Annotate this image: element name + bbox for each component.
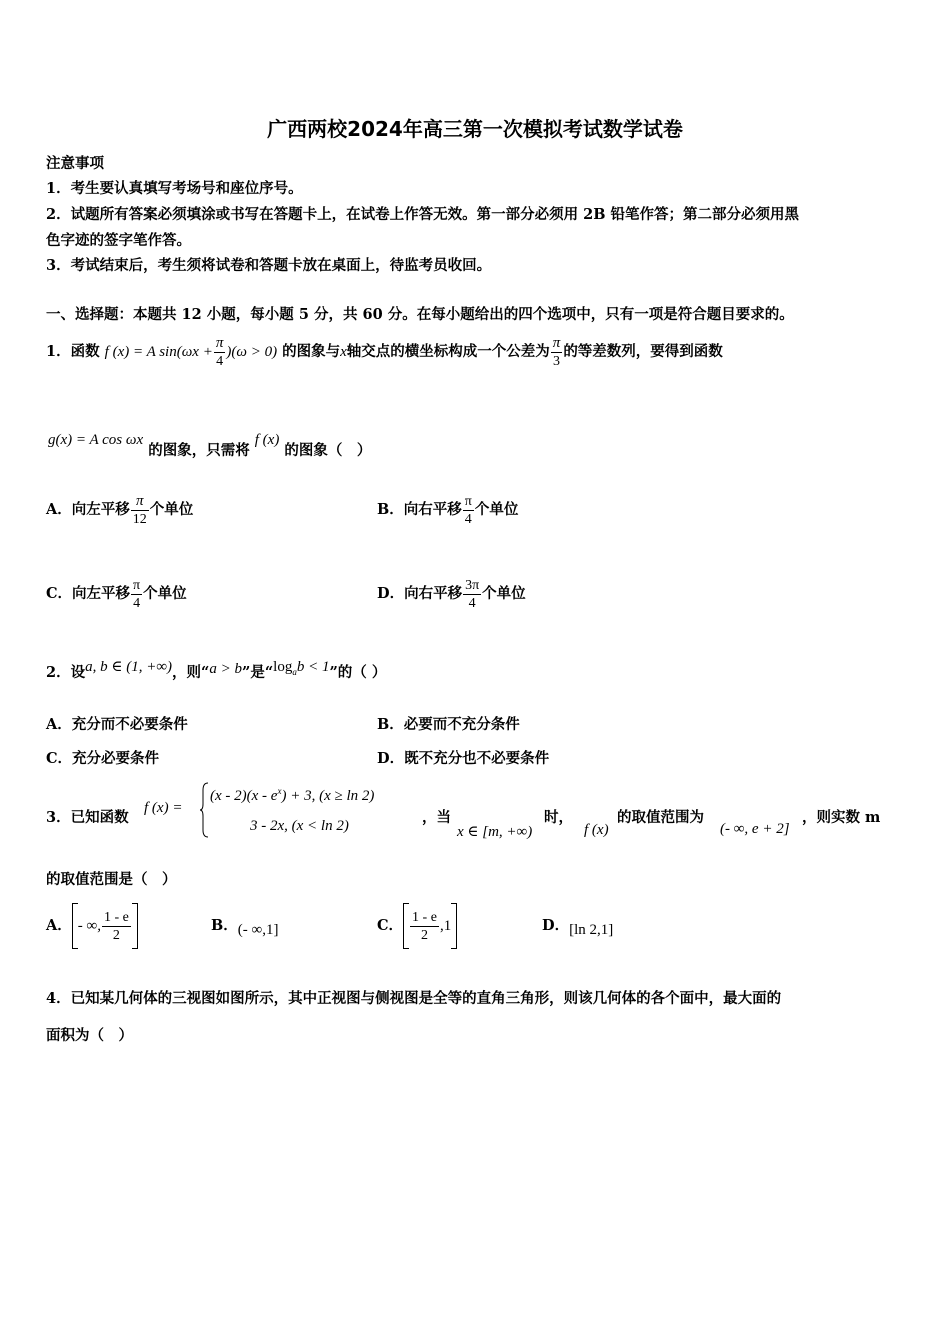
q1-option-b[interactable] bbox=[377, 490, 518, 530]
question-4-line2: 面积为（ ） bbox=[46, 1027, 133, 1044]
option-unit: 个单位 bbox=[482, 585, 526, 602]
note-item: 1．考生要认真填写考场号和座位序号。 bbox=[46, 180, 303, 197]
option-label: A．向左平移 bbox=[46, 501, 130, 518]
text: 的图象（ ） bbox=[284, 442, 372, 459]
option-text: - ∞, bbox=[77, 918, 101, 934]
question-2 bbox=[46, 658, 386, 693]
text: 的图象与 bbox=[282, 343, 341, 360]
q3-option-c[interactable] bbox=[377, 902, 457, 950]
fraction: $\frac{\pi}{4}$ bbox=[464, 493, 472, 527]
text: ”是“ bbox=[241, 664, 274, 681]
bracket bbox=[132, 903, 138, 949]
text: 的取值范围是（ ） bbox=[46, 871, 177, 888]
q3-option-a[interactable] bbox=[46, 902, 138, 950]
question-4-line1: 4．已知某几何体的三视图如图所示，其中正视图与侧视图是全等的直角三角形，则该几何体的各个面中，最大面的 bbox=[46, 990, 782, 1007]
q1-option-c[interactable] bbox=[46, 574, 187, 614]
note-item: 色字迹的签字笔作答。 bbox=[46, 232, 191, 249]
option-label: D． bbox=[542, 917, 570, 934]
bracket bbox=[403, 903, 409, 949]
text: 时， bbox=[544, 809, 573, 826]
text: ，则实数 m bbox=[802, 809, 881, 826]
fraction: $\frac{\pi}{12}$ bbox=[132, 492, 147, 527]
section-heading: 一、选择题：本题共 12 小题，每小题 5 分，共 60 分。在每小题给出的四个选项中，只有一项是符合题目要求的。 bbox=[46, 306, 794, 323]
fraction: $\frac{3\pi}{4}$ bbox=[465, 577, 480, 611]
fraction: $\frac{\pi}{4}$ bbox=[215, 334, 224, 369]
option-label: D．向右平移 bbox=[377, 585, 463, 602]
option-unit: 个单位 bbox=[149, 501, 194, 518]
proposition-p: a > b bbox=[209, 661, 242, 677]
fraction: $\frac{1 - e}{2}$ bbox=[412, 909, 437, 943]
option-unit: 个单位 bbox=[143, 585, 187, 602]
question-number: 2．设 bbox=[46, 664, 86, 681]
text: 轴交点的横坐标构成一个公差为 bbox=[346, 343, 550, 360]
q1-option-d[interactable] bbox=[377, 574, 526, 614]
option-text: (- ∞,1] bbox=[237, 922, 279, 938]
q2-option-c[interactable]: C．充分必要条件 bbox=[46, 750, 160, 767]
g-definition: g(x) = A cos ωx bbox=[48, 432, 144, 448]
note-item: 2．试题所有答案必须填涂或书写在答题卡上，在试卷上作答无效。第一部分必须用 2B 铅笔作答；第二部分必须用黑 bbox=[46, 206, 800, 223]
q3-option-d[interactable] bbox=[542, 902, 613, 950]
piecewise-case-2: 3 - 2x, (x < ln 2) bbox=[250, 818, 349, 834]
fraction: $\frac{\pi}{3}$ bbox=[552, 334, 561, 369]
page-title: 广西两校2024年高三第一次模拟考试数学试卷 bbox=[267, 117, 683, 141]
fraction: $\frac{\pi}{4}$ bbox=[133, 577, 141, 611]
piecewise-brace-icon bbox=[200, 782, 209, 838]
question-1-line1 bbox=[46, 332, 723, 372]
q3-option-b[interactable] bbox=[211, 902, 278, 950]
option-label: C． bbox=[377, 917, 404, 934]
q2-option-b[interactable]: B．必要而不充分条件 bbox=[377, 716, 520, 733]
bracket bbox=[451, 903, 457, 949]
option-unit: 个单位 bbox=[474, 501, 519, 518]
option-label: A． bbox=[46, 917, 72, 934]
f-of-x: f (x) bbox=[254, 432, 280, 448]
text: 的取值范围为 bbox=[617, 809, 704, 826]
option-text: ,1 bbox=[439, 918, 452, 934]
option-text: [ln 2,1] bbox=[569, 922, 614, 938]
text: 的等差数列，要得到函数 bbox=[563, 343, 723, 360]
q2-option-d[interactable]: D．既不充分也不必要条件 bbox=[377, 750, 550, 767]
fraction: $\frac{1 - e}{2}$ bbox=[103, 909, 129, 943]
text: ”的（ ） bbox=[329, 664, 387, 681]
piecewise-case-1: $(x - 2)(x - e^x) + 3$, (x ≥ ln 2) bbox=[210, 786, 375, 804]
range: (- ∞, e + 2] bbox=[720, 821, 790, 837]
question-number: 1．函数 bbox=[46, 343, 100, 360]
text: ，则“ bbox=[172, 664, 210, 681]
f-definition-b: )(ω > 0) bbox=[226, 344, 278, 360]
domain: x ∈ [m, +∞) bbox=[457, 824, 533, 840]
f-of-x: f (x) bbox=[584, 822, 609, 838]
text: 的图象，只需将 bbox=[148, 442, 250, 459]
question-number: 3．已知函数 bbox=[46, 809, 129, 826]
option-label: C．向左平移 bbox=[46, 585, 131, 602]
q1-option-a[interactable] bbox=[46, 490, 193, 530]
text: ，当 bbox=[422, 809, 451, 826]
option-label: B． bbox=[211, 917, 238, 934]
question-1-line2 bbox=[48, 428, 372, 459]
option-label: B．向右平移 bbox=[377, 501, 462, 518]
condition: a, b ∈ (1, +∞) bbox=[85, 659, 173, 675]
f-lhs: f (x) = bbox=[144, 800, 183, 816]
note-item: 3．考试结束后，考生须将试卷和答题卡放在桌面上，待监考员收回。 bbox=[46, 257, 492, 274]
f-definition-a: f (x) = A sin(ωx + bbox=[104, 344, 213, 360]
notes-heading: 注意事项 bbox=[46, 155, 104, 172]
q2-option-a[interactable]: A．充分而不必要条件 bbox=[46, 716, 188, 733]
proposition-q: $\log_ab < 1$ bbox=[273, 659, 330, 677]
x-variable: x bbox=[340, 344, 347, 360]
